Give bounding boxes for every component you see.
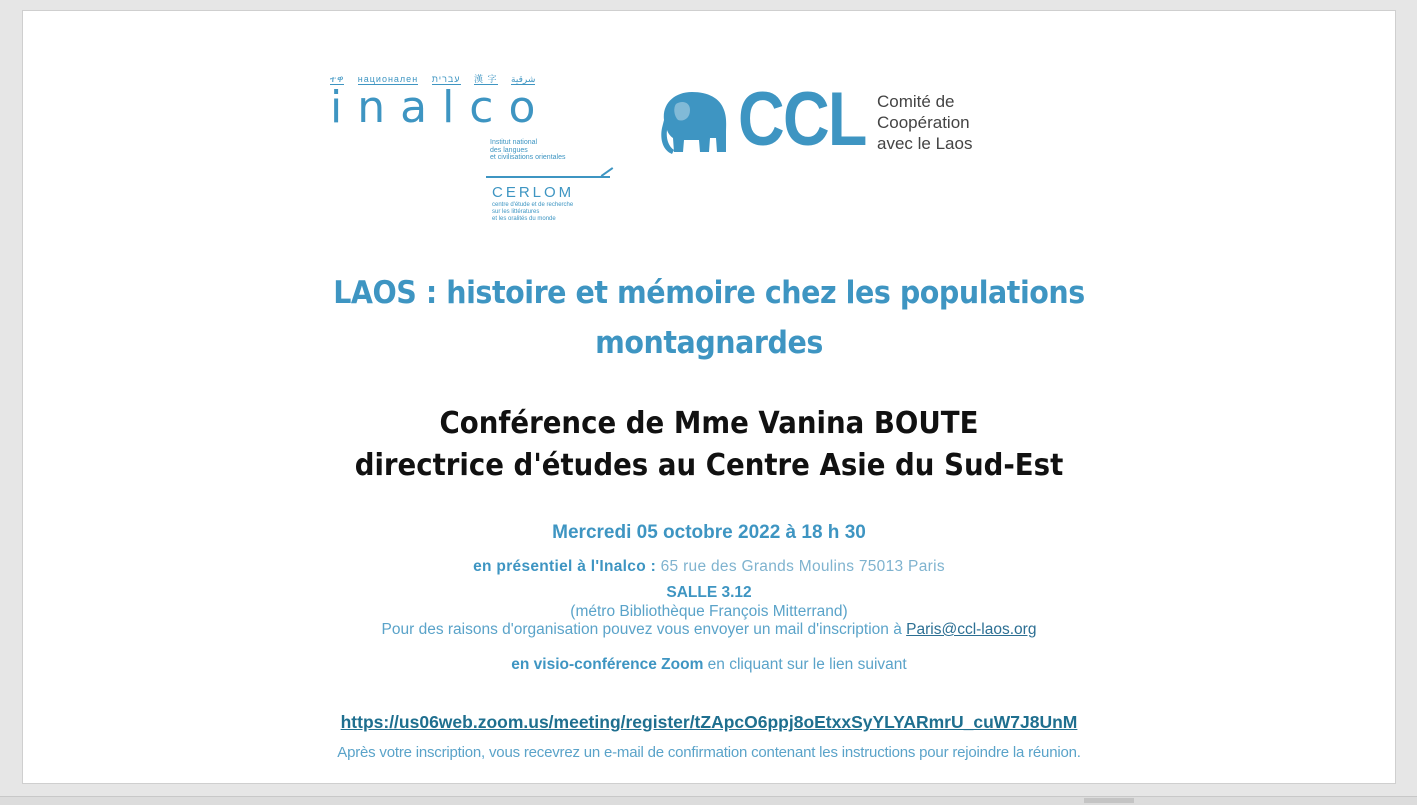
cerlom-divider xyxy=(486,176,610,178)
zoom-label: en visio-conférence Zoom xyxy=(511,656,704,673)
speaker-block xyxy=(22,403,1396,487)
registration-email-link[interactable]: Paris@ccl-laos.org xyxy=(906,621,1037,638)
speaker-line-1: Conférence de Mme Vanina BOUTE xyxy=(439,406,979,441)
inalco-script-1: ተዋ xyxy=(330,74,345,84)
inalco-logo xyxy=(330,72,600,232)
venue-line xyxy=(22,558,1396,576)
registration-text: Pour des raisons d'organisation pouvez vous envoyer un mail d'inscription à xyxy=(381,621,902,638)
venue-address: 65 rue des Grands Moulins 75013 Paris xyxy=(660,558,945,575)
ccl-logo xyxy=(654,77,1014,170)
event-title-line-2: montagnardes xyxy=(595,325,823,361)
ccl-subtitle: Comité de Coopération avec le Laos xyxy=(877,92,973,153)
inalco-script-3: עברית xyxy=(431,74,461,84)
inalco-wordmark: inalco xyxy=(330,82,551,133)
venue-label: en présentiel à l'Inalco : xyxy=(473,558,657,575)
inalco-script-5: شرقية xyxy=(511,74,536,84)
ccl-wordmark: CCL xyxy=(738,77,866,162)
confirmation-note: Après votre inscription, vous recevrez un e-mail de confirmation contenant les instructions pour rejoindre la réunion. xyxy=(337,744,1081,761)
event-date: Mercredi 05 octobre 2022 à 18 h 30 xyxy=(552,522,866,543)
venue-metro: (métro Bibliothèque François Mitterrand) xyxy=(570,603,848,620)
inalco-script-2: национален xyxy=(357,74,419,84)
event-title-line-1: LAOS : histoire et mémoire chez les populations xyxy=(333,275,1085,311)
event-title xyxy=(22,268,1396,368)
cerlom-wordmark: CERLOM xyxy=(492,184,575,201)
inalco-subtitle: Institut national des langues et civilisations orientales xyxy=(490,139,566,161)
elephant-icon xyxy=(654,86,734,156)
zoom-line xyxy=(22,656,1396,674)
zoom-link-line xyxy=(22,712,1396,733)
inalco-script-4: 漢 字 xyxy=(474,74,498,84)
speaker-line-2: directrice d'études au Centre Asie du Sud-Est xyxy=(354,448,1064,483)
zoom-text: en cliquant sur le lien suivant xyxy=(707,656,907,673)
cerlom-subtitle: centre d'étude et de recherche sur les littératures et les oralités du monde xyxy=(492,202,574,222)
scrollbar-thumb[interactable] xyxy=(1084,798,1134,803)
zoom-registration-link[interactable]: https://us06web.zoom.us/meeting/register/tZApcO6ppj8oEtxxSyYLYARmrU_cuW7J8UnM xyxy=(340,712,1078,732)
venue-room: SALLE 3.12 xyxy=(666,584,752,601)
registration-line xyxy=(22,621,1396,639)
